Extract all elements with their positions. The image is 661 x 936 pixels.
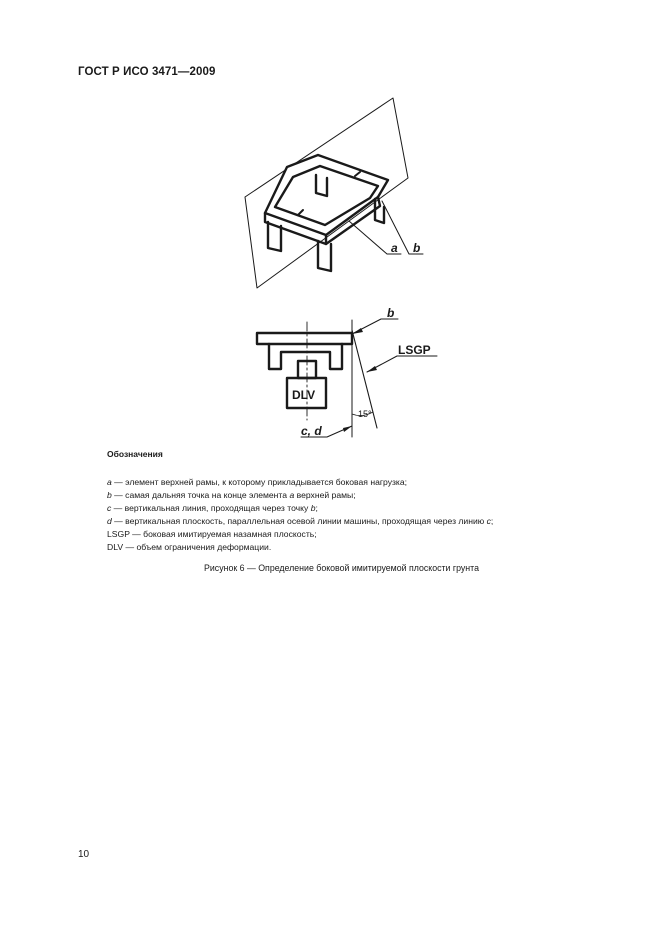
legend-symbol: DLV [107, 542, 124, 552]
legend-text: вертикальная линия, проходящая через точку [124, 503, 311, 513]
label-dlv: DLV [292, 388, 316, 402]
legend-text: вертикальная плоскость, параллельная осевой линии машины, проходящая через линию [125, 516, 487, 526]
page-number: 10 [78, 849, 90, 860]
document-header: ГОСТ Р ИСО 3471—2009 [78, 66, 216, 78]
label-b-top: b [413, 241, 421, 255]
legend-symbol: c [107, 503, 112, 513]
legend-text: самая дальняя точка на конце элемента [125, 490, 290, 500]
section-view-drawing [257, 319, 437, 437]
legend-item-d: d — вертикальная плоскость, параллельная осевой линии машины, проходящая через линию c; [107, 516, 494, 526]
label-angle: 15° [358, 409, 372, 419]
legend-item-c: c — вертикальная линия, проходящая через точку b; [107, 503, 318, 513]
legend-symbol: b [107, 490, 112, 500]
label-cd: c, d [301, 424, 322, 438]
legend-symbol: a [107, 477, 112, 487]
label-a-top: a [391, 241, 398, 255]
label-lsgp: LSGP [398, 343, 431, 357]
isometric-frame-drawing [245, 98, 423, 288]
legend-item-dlv: DLV — объем ограничения деформации. [107, 542, 272, 552]
legend-item-a: a — элемент верхней рамы, к которому прикладывается боковая нагрузка; [107, 477, 408, 487]
legend-text: объем ограничения деформации. [136, 542, 272, 552]
label-b-bottom: b [387, 306, 395, 320]
legend-text: боковая имитируемая назамная плоскость; [143, 529, 317, 539]
legend-item-lsgp: LSGP — боковая имитируемая назамная плоскость; [107, 529, 317, 539]
legend-title: Обозначения [107, 449, 163, 459]
legend-list [107, 476, 577, 554]
legend-text: элемент верхней рамы, к которому прикладывается боковая нагрузка; [125, 477, 408, 487]
legend-item-b: b — самая дальняя точка на конце элемента a верхней рамы; [107, 490, 356, 500]
legend-symbol: d [107, 516, 112, 526]
figure-caption: Рисунок 6 — Определение боковой имитируемой плоскости грунта [204, 563, 479, 573]
legend-symbol: LSGP [107, 529, 130, 539]
